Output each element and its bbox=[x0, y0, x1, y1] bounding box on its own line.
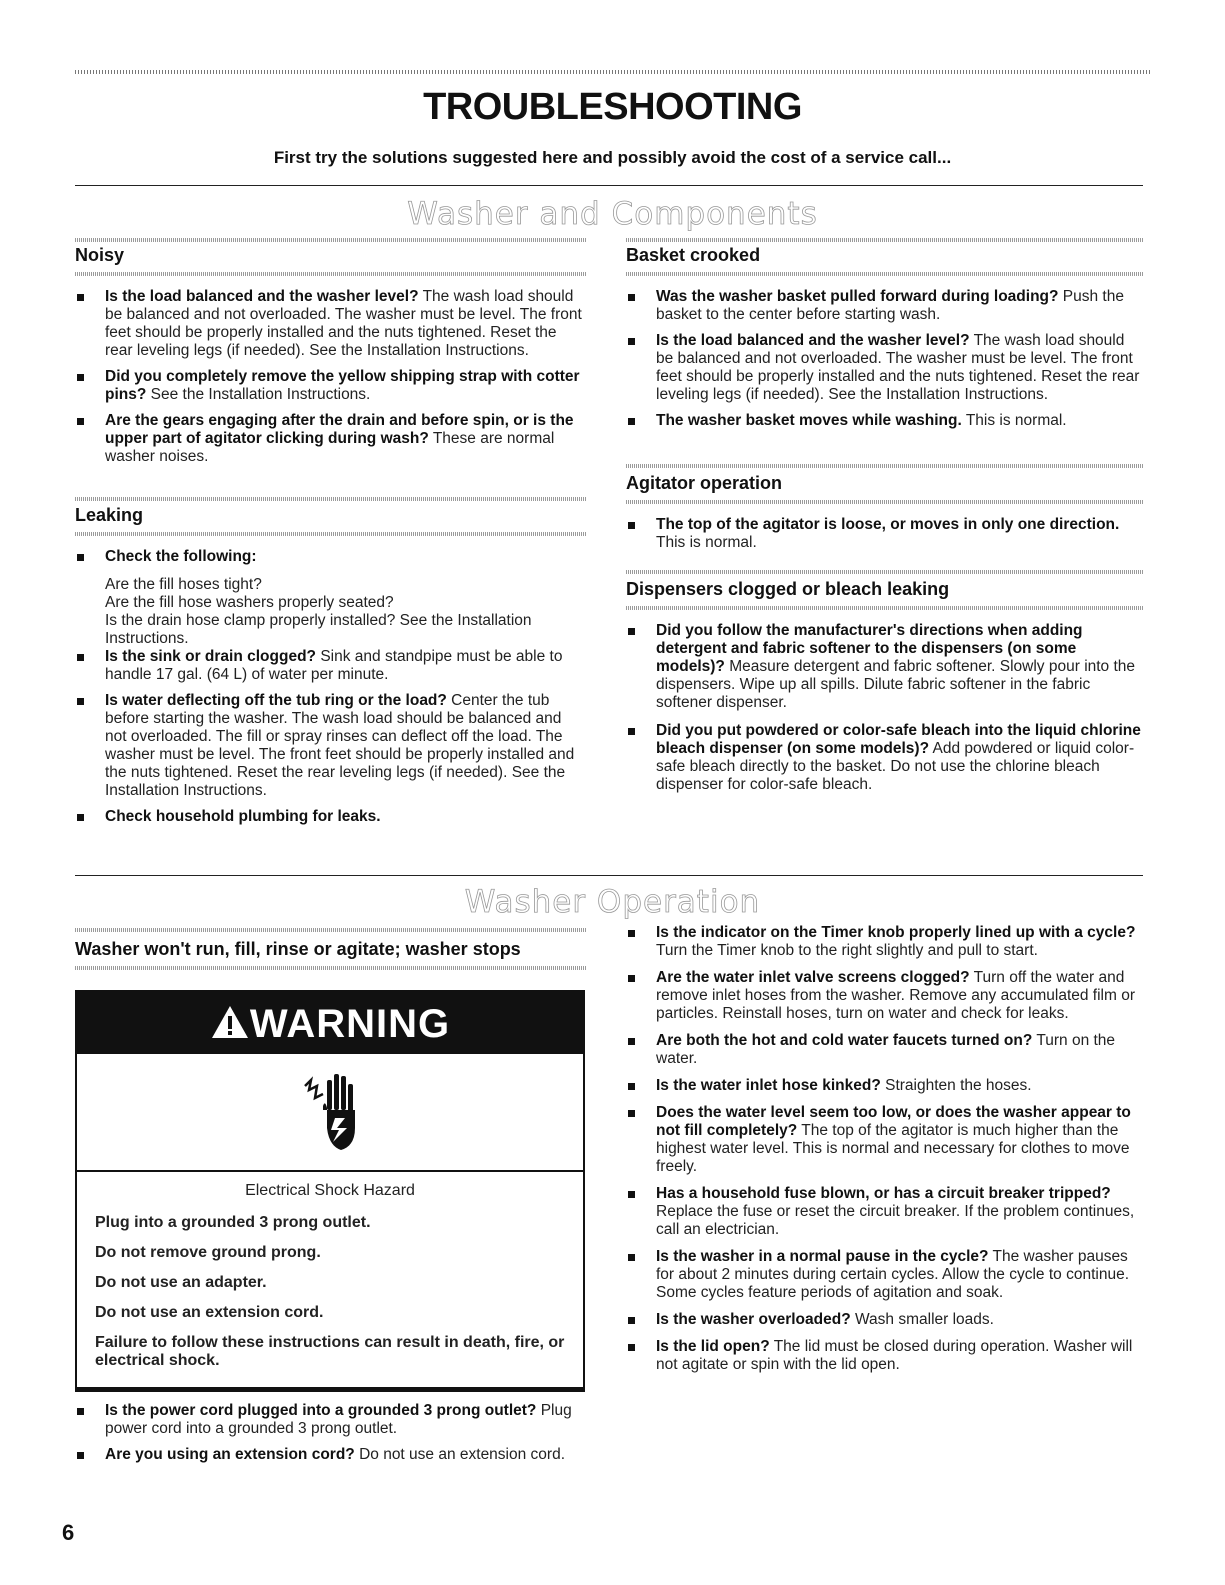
list-item bbox=[626, 622, 1143, 712]
list-item bbox=[75, 412, 587, 466]
list-item bbox=[75, 1402, 587, 1438]
dispensers-heading: Dispensers clogged or bleach leaking bbox=[626, 579, 950, 599]
item-answer: Turn on the water. bbox=[656, 1032, 1116, 1067]
list-item bbox=[626, 969, 1143, 1023]
item-question: Are you using an extension cord? bbox=[105, 1446, 355, 1463]
item-question: Are the water inlet valve screens clogged? bbox=[656, 969, 970, 986]
item-answer: This is normal. bbox=[961, 412, 1067, 429]
section-title-components: Washer and Components bbox=[407, 196, 818, 232]
list-item bbox=[626, 1311, 1143, 1329]
item-answer: Turn off the water and remove inlet hoses from the washer. Remove any accumulated film or particles. Reinstall hoses, turn on water and check for leaks. bbox=[656, 969, 1135, 1022]
wontrun-section bbox=[75, 940, 587, 970]
list-item bbox=[626, 722, 1143, 794]
dotted-divider bbox=[626, 606, 1143, 610]
item-answer: Wash smaller loads. bbox=[850, 1311, 994, 1328]
item-answer: See the Installation Instructions. bbox=[146, 386, 371, 403]
list-item bbox=[75, 648, 587, 684]
dotted-divider bbox=[75, 272, 587, 276]
basket-heading: Basket crooked bbox=[626, 245, 761, 265]
dotted-divider bbox=[75, 238, 587, 242]
list-item bbox=[626, 412, 1143, 430]
leaking-check: Check the following: bbox=[105, 548, 257, 565]
operation-right-section bbox=[626, 924, 1143, 1383]
item-question: Is the power cord plugged into a grounded 3 prong outlet? bbox=[105, 1402, 537, 1419]
list-item bbox=[626, 1032, 1143, 1068]
item-answer: Replace the fuse or reset the circuit breaker. If the problem continues, call an electrician. bbox=[656, 1203, 1135, 1238]
noisy-list bbox=[75, 288, 587, 466]
item-answer: Straighten the hoses. bbox=[880, 1077, 1032, 1094]
list-item bbox=[75, 692, 587, 800]
item-question: Is the lid open? bbox=[656, 1338, 770, 1355]
item-answer: Do not use an extension cord. bbox=[354, 1446, 566, 1463]
list-item bbox=[626, 1248, 1143, 1302]
item-answer: The washer pauses for about 2 minutes during certain cycles. Allow the cycle to continue. Some cycles feature periods of agitation and soak. bbox=[656, 1248, 1129, 1301]
item-question: Is the water inlet hose kinked? bbox=[656, 1077, 881, 1094]
dotted-divider bbox=[75, 532, 587, 536]
warning-box bbox=[75, 990, 585, 1392]
list-item bbox=[75, 288, 587, 360]
page-number: 6 bbox=[62, 1520, 75, 1545]
list-item bbox=[75, 808, 587, 826]
item-question: Is the load balanced and the washer level? bbox=[656, 332, 970, 349]
warning-text bbox=[95, 1182, 565, 1382]
item-question: Was the washer basket pulled forward during loading? bbox=[656, 288, 1059, 305]
item-answer: Push the basket to the center before starting wash. bbox=[656, 288, 1124, 323]
list-item bbox=[626, 1338, 1143, 1374]
item-question: Is water deflecting off the tub ring or the load? bbox=[105, 692, 447, 709]
item-answer: The wash load should be balanced and not overloaded. The washer must be level. The front feet should be properly installed and the nuts tightened. Reset the rear leveling legs (if needed). See the Installation Instructions. bbox=[105, 288, 582, 359]
text-line: Do not use an adapter. bbox=[95, 1274, 267, 1291]
dotted-divider bbox=[626, 570, 1143, 574]
text-line: Failure to follow these instructions can result in death, fire, or electrical shock. bbox=[95, 1334, 565, 1369]
section-rule bbox=[75, 875, 1143, 876]
dispensers-section bbox=[626, 580, 1143, 804]
electric-shock-hand-icon bbox=[299, 1066, 369, 1162]
page-subtitle: First try the solutions suggested here and possibly avoid the cost of a service call... bbox=[273, 148, 952, 167]
power-section bbox=[75, 1402, 587, 1472]
leaking-section bbox=[75, 506, 587, 834]
text-line: Are the fill hose washers properly seated? bbox=[105, 594, 394, 611]
item-question: The top of the agitator is loose, or moves in only one direction. bbox=[656, 516, 1120, 533]
wontrun-heading: Washer won't run, fill, rinse or agitate; washer stops bbox=[75, 939, 521, 959]
list-item bbox=[75, 368, 587, 404]
warning-title: WARNING bbox=[249, 1002, 451, 1046]
list-item bbox=[626, 1185, 1143, 1239]
basket-list bbox=[626, 288, 1143, 430]
list-item bbox=[626, 1104, 1143, 1176]
agitator-heading: Agitator operation bbox=[626, 473, 782, 493]
dotted-divider bbox=[626, 272, 1143, 276]
warning-hazard: Electrical Shock Hazard bbox=[245, 1182, 415, 1199]
dotted-divider bbox=[626, 464, 1143, 468]
warning-lines bbox=[95, 1214, 565, 1370]
dotted-divider bbox=[75, 966, 587, 970]
list-item bbox=[75, 1446, 587, 1464]
leaking-heading: Leaking bbox=[75, 505, 144, 525]
item-answer: These are normal washer noises. bbox=[105, 430, 555, 465]
item-question: Are the gears engaging after the drain and before spin, or is the upper part of agitator clicking during wash? bbox=[105, 412, 574, 447]
item-question: Did you follow the manufacturer's directions when adding detergent and fabric softener to the dispensers (on some models)? bbox=[656, 622, 1083, 675]
item-answer: Measure detergent and fabric softener. Slowly pour into the dispensers. Wipe up all spills. Dilute fabric softener in the fabric softener dispenser. bbox=[656, 658, 1136, 711]
dotted-divider bbox=[75, 928, 587, 932]
dotted-divider bbox=[75, 497, 587, 501]
noisy-section bbox=[75, 246, 587, 474]
agitator-section bbox=[626, 474, 1143, 560]
leaking-list bbox=[75, 648, 587, 826]
item-answer: Turn the Timer knob to the right slightly and pull to start. bbox=[656, 942, 1038, 959]
basket-section bbox=[626, 246, 1143, 438]
item-question: Is the load balanced and the washer level? bbox=[105, 288, 419, 305]
list-item bbox=[626, 1077, 1143, 1095]
item-question: Did you put powdered or color-safe bleach into the liquid chlorine bleach dispenser (on some models)? bbox=[656, 722, 1141, 757]
power-list bbox=[75, 1402, 587, 1464]
warning-triangle-icon bbox=[210, 1004, 250, 1040]
item-answer: Center the tub before starting the washer. The wash load should be balanced and not overloaded. The fill or spray rinses can deflect off the load. The washer must be level. The front feet should be properly installed and the nuts tightened. Reset the rear leveling legs (if needed). See the Installation Instructions. bbox=[105, 692, 575, 799]
item-question: Is the sink or drain clogged? bbox=[105, 648, 317, 665]
item-answer: Sink and standpipe must be able to handle 17 gal. (64 L) of water per minute. bbox=[105, 648, 563, 683]
dispensers-list bbox=[626, 622, 1143, 794]
item-question: Are both the hot and cold water faucets turned on? bbox=[656, 1032, 1033, 1049]
item-question: Does the water level seem too low, or does the washer appear to not fill completely? bbox=[656, 1104, 1131, 1139]
top-dotted-border bbox=[75, 70, 1150, 74]
list-item bbox=[626, 332, 1143, 404]
warning-header bbox=[77, 992, 583, 1054]
item-question: Is the washer in a normal pause in the cycle? bbox=[656, 1248, 989, 1265]
agitator-list bbox=[626, 516, 1143, 552]
item-question: Did you completely remove the yellow shipping strap with cotter pins? bbox=[105, 368, 580, 403]
list-item bbox=[626, 288, 1143, 324]
text-line: Is the drain hose clamp properly installed? See the Installation Instructions. bbox=[105, 612, 532, 647]
item-question: Is the indicator on the Timer knob properly lined up with a cycle? bbox=[656, 924, 1136, 941]
dotted-divider bbox=[626, 238, 1143, 242]
list-item bbox=[626, 924, 1143, 960]
item-question: Check household plumbing for leaks. bbox=[105, 808, 381, 825]
header-rule bbox=[75, 185, 1143, 186]
item-question: Is the washer overloaded? bbox=[656, 1311, 851, 1328]
leaking-lines bbox=[75, 576, 587, 648]
text-line: Are the fill hoses tight? bbox=[105, 576, 262, 593]
text-line: Do not remove ground prong. bbox=[95, 1244, 321, 1261]
page-title: TROUBLESHOOTING bbox=[423, 86, 802, 128]
item-answer: Add powdered or liquid color-safe bleach directly to the basket. Do not use the chlorine bleach dispenser for color-safe bleach. bbox=[656, 740, 1135, 793]
item-answer: This is normal. bbox=[656, 534, 757, 551]
warning-divider bbox=[77, 1170, 583, 1172]
list-item bbox=[75, 548, 587, 566]
item-answer: Plug power cord into a grounded 3 prong outlet. bbox=[105, 1402, 572, 1437]
text-line: Plug into a grounded 3 prong outlet. bbox=[95, 1214, 371, 1231]
item-answer: The wash load should be balanced and not overloaded. The washer must be level. The front feet should be properly installed and the nuts tightened. Reset the rear leveling legs (if needed). See the Installation Instructions. bbox=[656, 332, 1140, 403]
operation-right-list bbox=[626, 924, 1143, 1374]
item-answer: The lid must be closed during operation. Washer will not agitate or spin with the lid open. bbox=[656, 1338, 1133, 1373]
item-question: Has a household fuse blown, or has a circuit breaker tripped? bbox=[656, 1185, 1111, 1202]
list-item bbox=[626, 516, 1143, 552]
item-answer: The top of the agitator is much higher than the highest water level. This is normal and necessary for clothes to move freely. bbox=[656, 1122, 1130, 1175]
dotted-divider bbox=[626, 500, 1143, 504]
text-line: Do not use an extension cord. bbox=[95, 1304, 324, 1321]
item-question: The washer basket moves while washing. bbox=[656, 412, 962, 429]
noisy-heading: Noisy bbox=[75, 245, 125, 265]
section-title-operation: Washer Operation bbox=[464, 884, 761, 920]
